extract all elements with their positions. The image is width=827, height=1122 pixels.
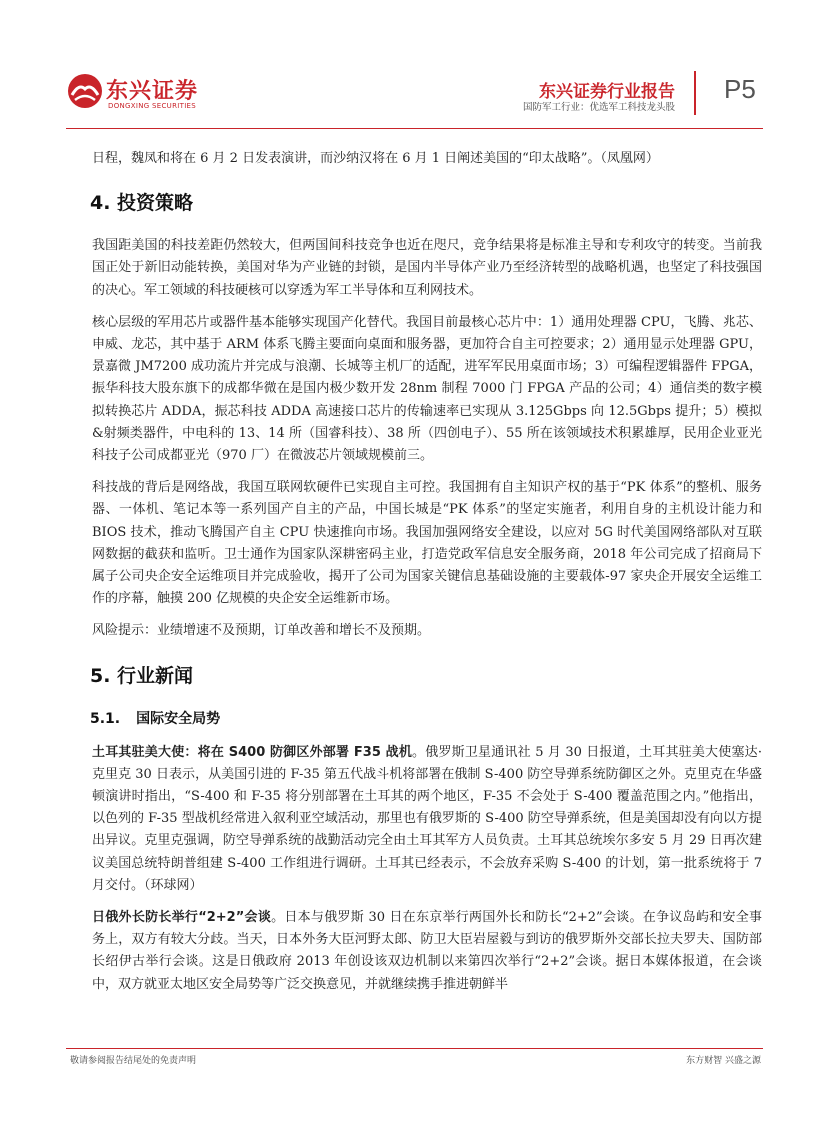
section-4-heading: 4. 投资策略 [90, 192, 194, 215]
footer-rule [66, 1048, 763, 1049]
company-logo [66, 72, 201, 116]
news-item-1 [92, 742, 762, 897]
section-5-heading: 5. 行业新闻 [90, 664, 194, 687]
news-item-2-text: 。日本与俄罗斯 30 日在东京举行两国外长和防长“2+2”会谈。在争议岛屿和安全事务上，双方有较大分歧。当天，日本外务大臣河野太郎、防卫大臣岩屋毅与到访的俄罗斯外交部长拉夫罗夫、国防部长绍伊古举行会谈。这是日俄政府 2013 年创设该双边机制以来第四次举行“2+2”会谈。据日本媒体报道，在会谈中，双方就亚太地区安全局势等广泛交换意见，并就继续携手推进朝鲜半 [92, 910, 762, 992]
logo-chinese-name: 东兴证券 [106, 79, 199, 104]
page-number: P5 [724, 74, 756, 104]
page-header [0, 0, 827, 130]
footer-disclaimer: 敬请参阅报告结尾处的免责声明 [70, 1056, 197, 1066]
news-item-2-headline: 日俄外长防长举行“2+2”会谈 [92, 910, 272, 926]
strategy-paragraph-1: 我国距美国的科技差距仍然较大，但两国间科技竞争也近在咫尺，竞争结果将是标准主导和专利攻守的转变。当前我国正处于新旧动能转换，美国对华为产业链的封锁，是国内半导体产业乃至经济转型的战略机遇，也坚定了科技强国的决心。军工领域的科技硬核可以穿透为军工半导体和互利网技术。 [92, 238, 762, 298]
logo-emblem-icon [66, 72, 104, 110]
document-body [92, 148, 762, 1006]
logo-english-name: DONGXING SECURITIES [108, 102, 197, 110]
report-subtitle: 国防军工行业：优选军工科技龙头股 [522, 102, 675, 113]
strategy-paragraph-2: 核心层级的军用芯片或器件基本能够实现国产化替代。我国目前最核心芯片中：1）通用处理器 CPU，飞腾、兆芯、申威、龙芯，其中基于 ARM 体系飞腾主要面向桌面和服务器，更加符合自主可控要求；2）通用显示处理器 GPU，景嘉微 JM7200 成功流片并完成与浪潮、长城等主机厂的适配，进军军民用桌面市场；3）可编程逻辑器件 FPGA，振华科技大股东旗下的成都华微在是国内极少数开发 28nm 制程 7000 门 FPGA 产品的公司；4）通信类的数字模拟转换芯片 ADDA，振芯科技 ADDA 高速接口芯片的传输速率已实现从 3.125Gbps 向 12.5Gbps 提升；5）模拟&射频类器件，中电科的 13、14 所（国睿科技）、38 所（四创电子）、55 所在该领域技术积累雄厚，民用企业亚光科技子公司成都亚光（970 厂）在微波芯片领域规模前三。 [92, 314, 762, 464]
news-item-1-text: 。俄罗斯卫星通讯社 5 月 30 日报道，土耳其驻美大使塞达·克里克 30 日表示，从美国引进的 F-35 第五代战斗机将部署在俄制 S-400 防空导弹系统防御区之外。克里克在华盛顿演讲时指出，“S-400 和 F-35 将分别部署在土耳其的两个地区，F-35 不会处于 S-400 覆盖范围之内。”他指出，以色列的 F-35 型战机经常进入叙利亚空域活动，那里也有俄罗斯的 S-400 防空导弹系统，但是美国却没有向以方提出异议。克里克强调，防空导弹系统的战勤活动完全由土耳其军方人员负责。土耳其总统埃尔多安 5 月 29 日再次建议美国总统特朗普组建 S-400 工作组进行调研。土耳其已经表示，不会放弃采购 S-400 的计划，第一批系统将于 7 月交付。（环球网） [92, 744, 762, 893]
report-title: 东兴证券行业报告 [539, 82, 675, 102]
risk-warning: 风险提示：业绩增速不及预期，订单改善和增长不及预期。 [92, 623, 431, 639]
subsection-number: 5.1. [90, 710, 121, 727]
subsection-title: 国际安全局势 [136, 710, 221, 727]
header-divider [694, 71, 696, 115]
news-item-2 [92, 907, 762, 996]
header-rule [66, 128, 763, 129]
strategy-paragraph-3: 科技战的背后是网络战，我国互联网软硬件已实现自主可控。我国拥有自主知识产权的基于“PK 体系”的整机、服务器、一体机、笔记本等一系列国产自主的产品，中国长城是“PK 体系”的坚定实施者，利用自身的主机设计能力和 BIOS 技术，推动飞腾国产自主 CPU 快速推向市场。我国加强网络安全建设，以应对 5G 时代美国网络部队对互联网数据的截获和监听。卫士通作为国家队深耕密码主业，打造党政军信息安全服务商，2018 年公司完成了招商局下属子公司央企安全运维项目并完成验收，揭开了公司为国家关键信息基础设施的主要载体-97 家央企开展安全运维工作的序幕，触摸 200 亿规模的央企安全运维新市场。 [92, 480, 762, 607]
subsection-5-1-heading [90, 708, 762, 728]
footer-slogan: 东方财智 兴盛之源 [686, 1056, 761, 1066]
intro-paragraph: 日程，魏凤和将在 6 月 2 日发表演讲，而沙纳汉将在 6 月 1 日阐述美国的“印太战略”。（凤凰网） [92, 151, 659, 166]
news-item-1-headline: 土耳其驻美大使：将在 S400 防御区外部署 F35 战机 [92, 744, 413, 760]
